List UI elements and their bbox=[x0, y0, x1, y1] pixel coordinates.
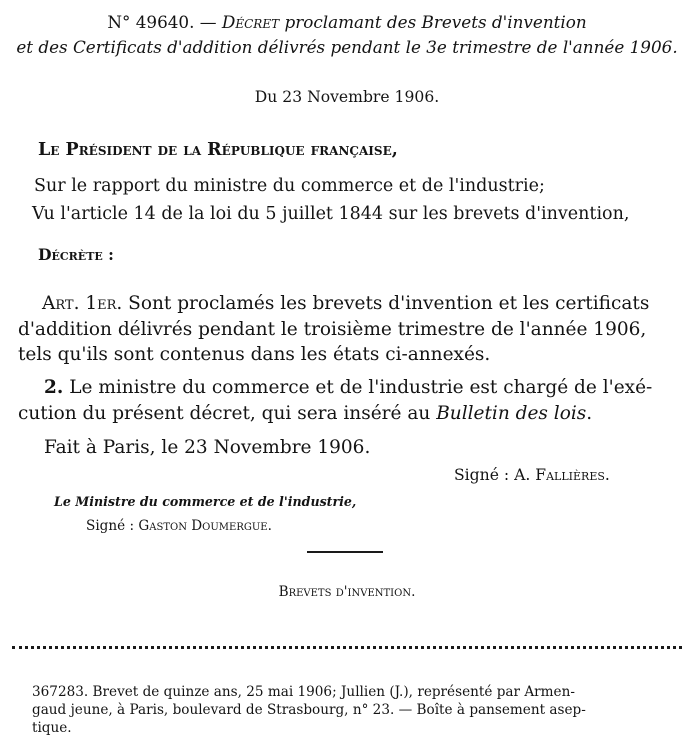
signature-label: Signé : bbox=[86, 518, 135, 534]
article-2-line-2 bbox=[18, 403, 592, 424]
president-heading: Le Président de la République française, bbox=[38, 140, 398, 160]
minister-title: Le Ministre du commerce et de l'industrie, bbox=[54, 494, 357, 509]
article-1-text-1: Sont proclamés les brevets d'invention et les certificats bbox=[128, 293, 650, 314]
article-2-text-1: Le ministre du commerce et de l'industrie est chargé de l'exé- bbox=[69, 377, 653, 398]
decrete-heading: Décrète : bbox=[38, 245, 114, 264]
article-2-line-1 bbox=[44, 377, 652, 398]
done-at-paris: Fait à Paris, le 23 Novembre 1906. bbox=[44, 437, 371, 458]
patent-entry-line-3: tique. bbox=[32, 720, 72, 736]
separator-rule bbox=[307, 551, 383, 553]
signature-label: Signé : bbox=[454, 466, 510, 484]
decree-heading bbox=[0, 12, 694, 32]
article-1-line-1 bbox=[42, 293, 649, 314]
decree-word: Décret bbox=[221, 12, 280, 32]
signature-doumergue bbox=[86, 518, 272, 534]
article-2-period: . bbox=[586, 403, 593, 424]
patent-entry-line-2: gaud jeune, à Paris, boulevard de Strasbourg, n° 23. — Boîte à pansement asep- bbox=[32, 702, 586, 718]
decree-subtitle: et des Certificats d'addition délivrés pendant le 3e trimestre de l'année 1906. bbox=[16, 37, 678, 57]
section-title: Brevets d'invention. bbox=[278, 584, 416, 600]
signatory-name: Gaston Doumergue. bbox=[138, 518, 272, 534]
article-1-line-3: tels qu'ils sont contenus dans les états ci-annexés. bbox=[18, 344, 491, 365]
signature-fallieres bbox=[454, 466, 610, 484]
bulletin-des-lois: Bulletin des lois bbox=[436, 403, 587, 424]
decree-title: proclamant des Brevets d'invention bbox=[284, 12, 587, 32]
decree-date: Du 23 Novembre 1906. bbox=[254, 88, 440, 106]
article-1-line-2: d'addition délivrés pendant le troisième trimestre de l'année 1906, bbox=[18, 319, 647, 340]
signatory-name: A. Fallières. bbox=[514, 466, 610, 484]
article-2-label: 2. bbox=[44, 377, 64, 398]
patent-entry-line-1: 367283. Brevet de quinze ans, 25 mai 1906; Jullien (J.), représenté par Armen- bbox=[32, 684, 575, 700]
decree-number: N° 49640. — bbox=[107, 12, 217, 32]
dotted-separator bbox=[12, 646, 682, 649]
consideration-2: Vu l'article 14 de la loi du 5 juillet 1844 sur les brevets d'invention, bbox=[32, 204, 630, 224]
article-1-label: Art. 1er. bbox=[42, 293, 123, 314]
article-2-text-2: cution du présent décret, qui sera inséré au bbox=[18, 403, 431, 424]
consideration-1: Sur le rapport du ministre du commerce et de l'industrie; bbox=[34, 176, 545, 196]
